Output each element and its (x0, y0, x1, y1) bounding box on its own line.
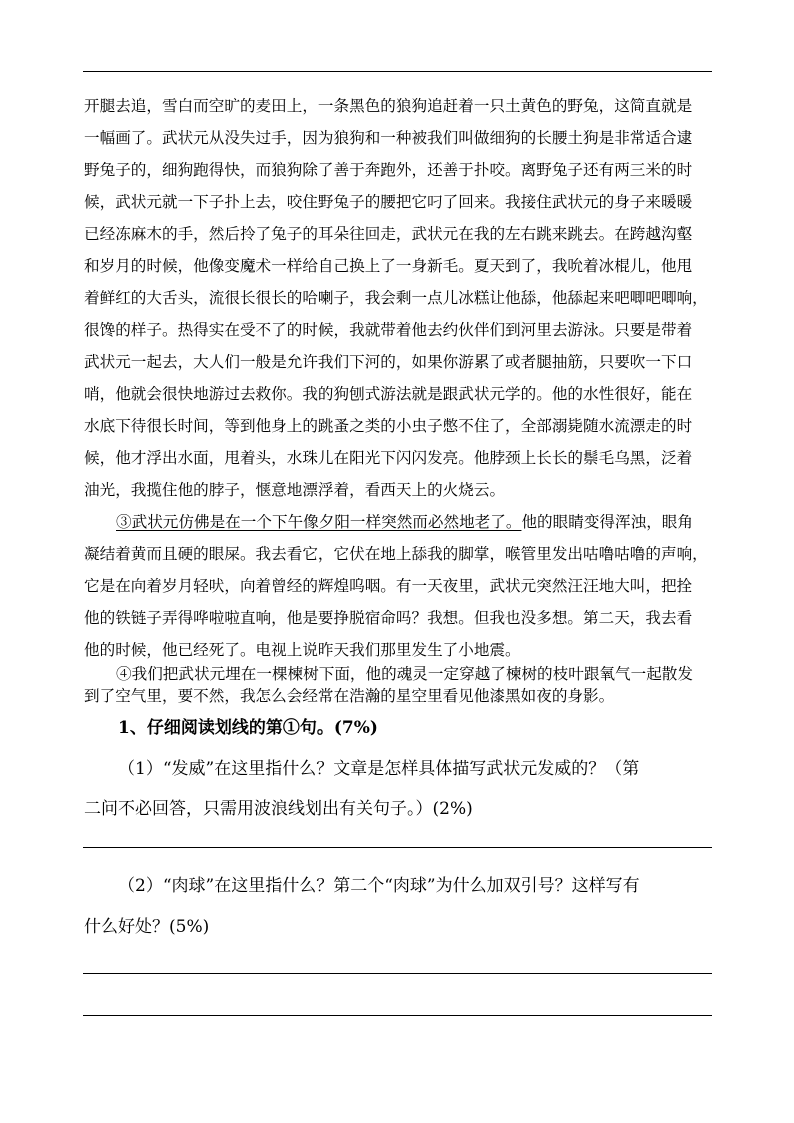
paragraph-3-first-line (116, 512, 693, 532)
passage-line: 油光，我揽住他的脖子，惬意地漂浮着，看西天上的火烧云。 (84, 481, 506, 499)
passage-text: 他的眼睛变得浑浊，眼角 (521, 513, 693, 531)
passage-line: 野兔子的，细狗跑得快，而狼狗除了善于奔跑外，还善于扑咬。离野兔子还有两三米的时 (84, 161, 693, 179)
passage-line: ④我们把武状元埋在一棵楝树下面，他的魂灵一定穿越了楝树的枝叶跟氧气一起散发 (116, 665, 693, 683)
passage-line: 候，他才浮出水面，甩着头，水珠儿在阳光下闪闪发亮。他脖颈上长长的鬃毛乌黑，泛着 (84, 449, 693, 467)
question-1-2: （2）“肉球”在这里指什么？第二个“肉球”为什么加双引号？这样写有 (118, 876, 640, 896)
passage-line: 哨，他就会很快地游过去救你。我的狗刨式游法就是跟武状元学的。他的水性很好，能在 (84, 385, 693, 403)
passage-line: 它是在向着岁月轻吠，向着曾经的辉煌呜咽。有一天夜里，武状元突然汪汪地大叫，把拴 (84, 577, 693, 595)
question-1-title: 1、仔细阅读划线的第①句。(7%) (118, 718, 378, 738)
passage-line: 很馋的样子。热得实在受不了的时候，我就带着他去约伙伴们到河里去游泳。只要是带着 (84, 321, 693, 339)
underlined-sentence: ③武状元仿佛是在一个下午像夕阳一样突然而必然地老了。 (116, 513, 522, 531)
question-1-1: （1）“发威”在这里指什么？文章是怎样具体描写武状元发威的？（第 (118, 759, 640, 779)
question-1-1-cont: 二问不必回答，只需用波浪线划出有关句子。）(2%) (84, 799, 473, 819)
question-1-2-cont: 什么好处？(5%) (84, 917, 210, 937)
passage-line: 候，武状元就一下子扑上去，咬住野兔子的腰把它叼了回来。我接住武状元的身子来暖暖 (84, 193, 693, 211)
passage-line: 一幅画了。武状元从没失过手，因为狼狗和一种被我们叫做细狗的长腰土狗是非常适合逮 (84, 129, 693, 147)
passage-line: 到了空气里，要不然，我怎么会经常在浩瀚的星空里看见他漆黑如夜的身影。 (84, 687, 615, 705)
header-rule (83, 71, 712, 72)
answer-line[interactable] (83, 1015, 712, 1016)
answer-line[interactable] (83, 847, 712, 848)
passage-line: 已经冻麻木的手，然后拎了兔子的耳朵往回走，武状元在我的左右跳来跳去。在跨越沟壑 (84, 225, 693, 243)
answer-line[interactable] (83, 973, 712, 974)
passage-line: 水底下待很长时间，等到他身上的跳蚤之类的小虫子憋不住了，全部溺毙随水流漂走的时 (84, 417, 693, 435)
passage-line: 他的铁链子弄得哗啦啦直响，他是要挣脱宿命吗？我想。但我也没多想。第二天，我去看 (84, 609, 693, 627)
passage-line: 着鲜红的大舌头，流很长很长的哈喇子，我会剩一点儿冰糕让他舔，他舔起来吧唧吧唧响， (84, 289, 708, 307)
passage-line: 和岁月的时候，他像变魔术一样给自己换上了一身新毛。夏天到了，我吮着冰棍儿，他甩 (84, 257, 693, 275)
passage-line: 他的时候，他已经死了。电视上说昨天我们那里发生了小地震。 (84, 641, 521, 659)
passage-line: 开腿去追，雪白而空旷的麦田上，一条黑色的狼狗追赶着一只土黄色的野兔，这简直就是 (84, 97, 693, 115)
passage-line: 凝结着黄而且硬的眼屎。我去看它，它伏在地上舔我的脚掌，喉管里发出咕噜咕噜的声响， (84, 545, 708, 563)
passage-line: 武状元一起去，大人们一般是允许我们下河的，如果你游累了或者腿抽筋，只要吹一下口 (84, 353, 693, 371)
